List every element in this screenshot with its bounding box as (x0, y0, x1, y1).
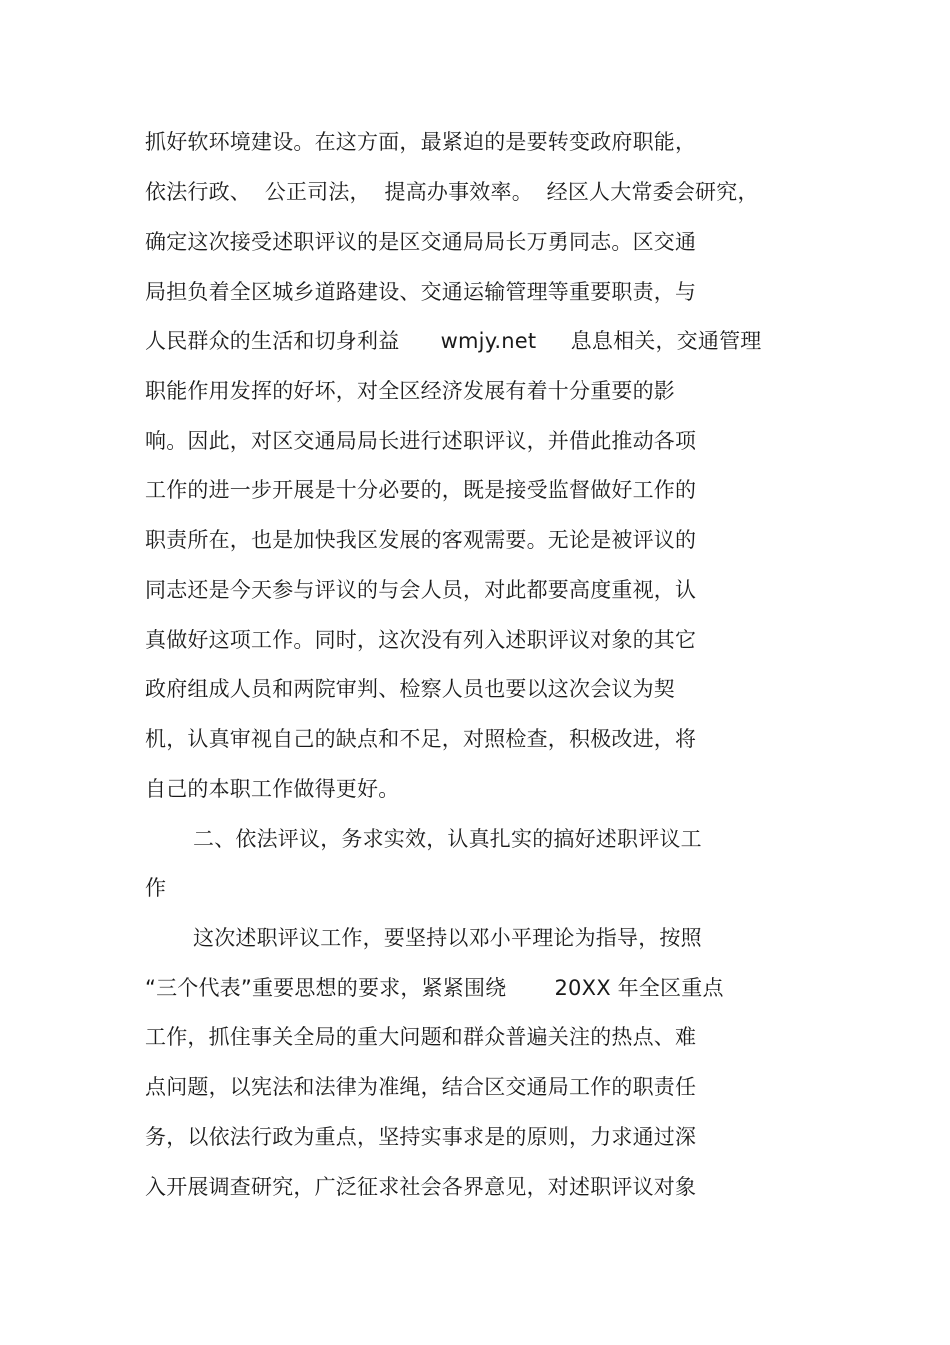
section-heading-continued: 作 (145, 876, 167, 900)
text-line-10: 同志还是今天参与评议的与会人员，对此都要高度重视，认 (145, 578, 697, 602)
text-line-3: 确定这次接受述职评议的是区交通局局长万勇同志。区交通 (145, 230, 697, 254)
text-line-6: 职能作用发挥的好坏，对全区经济发展有着十分重要的影 (145, 379, 675, 403)
text-line-13: 机，认真审视自己的缺点和不足，对照检查，积极改进，将 (145, 727, 697, 751)
text-line-4: 局担负着全区城乡道路建设、交通运输管理等重要职责，与 (145, 280, 697, 304)
text-line-17: 这次述职评议工作，要坚持以邓小平理论为指导，按照 (193, 926, 702, 950)
text-line-8: 工作的进一步开展是十分必要的，既是接受监督做好工作的 (145, 478, 697, 502)
text-line-9: 职责所在，也是加快我区发展的客观需要。无论是被评议的 (145, 528, 697, 552)
text-line-5: 人民群众的生活和切身利益 wmjy.net 息息相关，交通管理 (145, 329, 762, 353)
text-line-14: 自己的本职工作做得更好。 (145, 777, 400, 801)
text-line-12: 政府组成人员和两院审判、检察人员也要以这次会议为契 (145, 677, 675, 701)
text-line-7: 响。因此，对区交通局局长进行述职评议，并借此推动各项 (145, 429, 697, 453)
text-line-2: 依法行政、 公正司法， 提高办事效率。 经区人大常委会研究， (145, 180, 759, 204)
text-line-18: “三个代表”重要思想的要求，紧紧围绕 20XX 年全区重点 (145, 976, 724, 1000)
section-heading: 二、依法评议，务求实效，认真扎实的搞好述职评议工 (193, 827, 702, 851)
text-line-11: 真做好这项工作。同时，这次没有列入述职评议对象的其它 (145, 628, 697, 652)
text-line-22: 入开展调查研究，广泛征求社会各界意见，对述职评议对象 (145, 1175, 697, 1199)
text-line-20: 点问题，以宪法和法律为准绳，结合区交通局工作的职责任 (145, 1075, 697, 1099)
text-line-21: 务，以依法行政为重点，坚持实事求是的原则，力求通过深 (145, 1125, 697, 1149)
text-line-19: 工作，抓住事关全局的重大问题和群众普遍关注的热点、难 (145, 1025, 697, 1049)
text-line-1: 抓好软环境建设。在这方面，最紧迫的是要转变政府职能， (145, 130, 697, 154)
